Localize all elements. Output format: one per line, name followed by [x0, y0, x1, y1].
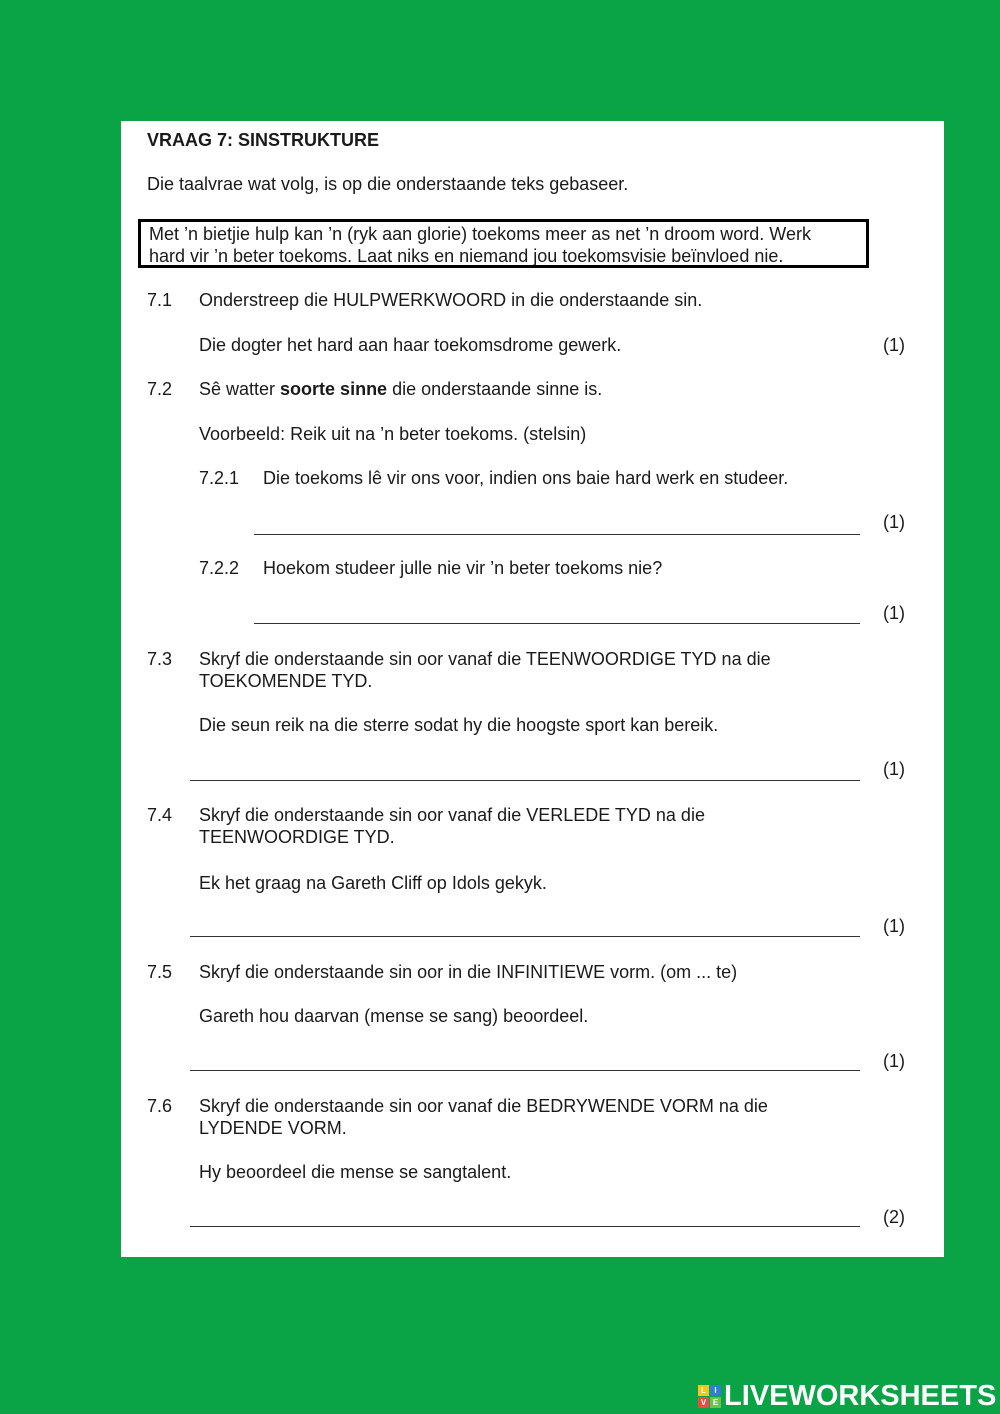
question-7-4-instruction-line-1: Skryf die onderstaande sin oor vanaf die VERLEDE TYD na die	[199, 805, 705, 825]
logo-block-l: L	[698, 1385, 709, 1396]
question-7-6-sentence: Hy beoordeel die mense se sangtalent.	[199, 1162, 512, 1182]
question-number-7-2-2: 7.2.2	[199, 558, 240, 578]
logo-block-e: E	[710, 1397, 721, 1408]
question-number-7-1: 7.1	[147, 290, 173, 310]
question-7-2-instruction-post: die onderstaande sinne is.	[387, 379, 603, 399]
mark-7-2-1: (1)	[883, 512, 905, 532]
intro-text: Die taalvrae wat volg, is op die onderstaande teks gebaseer.	[147, 174, 629, 194]
answer-line-7-3[interactable]	[190, 780, 860, 781]
question-number-7-2: 7.2	[147, 379, 173, 399]
question-7-3-sentence: Die seun reik na die sterre sodat hy die hoogste sport kan bereik.	[199, 715, 719, 735]
answer-line-7-2-2[interactable]	[254, 623, 860, 624]
logo-text: LIVEWORKSHEETS	[724, 1379, 997, 1412]
question-number-7-4: 7.4	[147, 805, 173, 825]
question-7-4-instruction-line-2: TEENWOORDIGE TYD.	[199, 827, 395, 847]
question-7-2-2-sentence: Hoekom studeer julle nie vir ’n beter toekoms nie?	[263, 558, 663, 578]
answer-line-7-6[interactable]	[190, 1226, 860, 1227]
mark-7-2-2: (1)	[883, 603, 905, 623]
answer-line-7-2-1[interactable]	[254, 534, 860, 535]
question-7-6-instruction-line-1: Skryf die onderstaande sin oor vanaf die BEDRYWENDE VORM na die	[199, 1096, 768, 1116]
worksheet-page	[121, 121, 944, 1257]
question-7-3-instruction-line-2: TOEKOMENDE TYD.	[199, 671, 373, 691]
question-number-7-5: 7.5	[147, 962, 173, 982]
question-number-7-2-1: 7.2.1	[199, 468, 240, 488]
mark-7-1: (1)	[883, 335, 905, 355]
passage-line-2: hard vir ’n beter toekoms. Laat niks en niemand jou toekomsvisie beïnvloed nie.	[149, 246, 784, 266]
mark-7-4: (1)	[883, 916, 905, 936]
question-7-2-1-sentence: Die toekoms lê vir ons voor, indien ons baie hard werk en studeer.	[263, 468, 789, 488]
question-7-3-instruction-line-1: Skryf die onderstaande sin oor vanaf die TEENWOORDIGE TYD na die	[199, 649, 771, 669]
mark-7-3: (1)	[883, 759, 905, 779]
question-number-7-6: 7.6	[147, 1096, 173, 1116]
question-7-1-sentence[interactable]: Die dogter het hard aan haar toekomsdrome gewerk.	[199, 335, 622, 355]
answer-line-7-5[interactable]	[190, 1070, 860, 1071]
liveworksheets-logo[interactable]	[698, 1378, 996, 1414]
logo-block-i: I	[710, 1385, 721, 1396]
page-title: VRAAG 7: SINSTRUKTURE	[147, 130, 380, 150]
question-7-2-instruction-bold: soorte sinne	[280, 379, 388, 399]
question-number-7-3: 7.3	[147, 649, 173, 669]
logo-block-v: V	[698, 1397, 709, 1408]
question-7-4-sentence: Ek het graag na Gareth Cliff op Idols gekyk.	[199, 873, 547, 893]
question-7-5-instruction: Skryf die onderstaande sin oor in die INFINITIEWE vorm. (om ... te)	[199, 962, 738, 982]
question-7-1-instruction: Onderstreep die HULPWERKWOORD in die onderstaande sin.	[199, 290, 703, 310]
question-7-2-instruction-pre: Sê watter	[199, 379, 281, 399]
question-7-6-instruction-line-2: LYDENDE VORM.	[199, 1118, 347, 1138]
question-7-2-example: Voorbeeld: Reik uit na ’n beter toekoms. (stelsin)	[199, 424, 587, 444]
question-7-5-sentence: Gareth hou daarvan (mense se sang) beoordeel.	[199, 1006, 589, 1026]
logo-blocks-icon	[698, 1385, 721, 1408]
passage-line-1: Met ’n bietjie hulp kan ’n (ryk aan glorie) toekoms meer as net ’n droom word. Werk	[149, 224, 811, 244]
answer-line-7-4[interactable]	[190, 936, 860, 937]
mark-7-6: (2)	[883, 1207, 905, 1227]
mark-7-5: (1)	[883, 1051, 905, 1071]
passage-box	[138, 219, 869, 268]
question-7-2-instruction	[199, 378, 602, 400]
